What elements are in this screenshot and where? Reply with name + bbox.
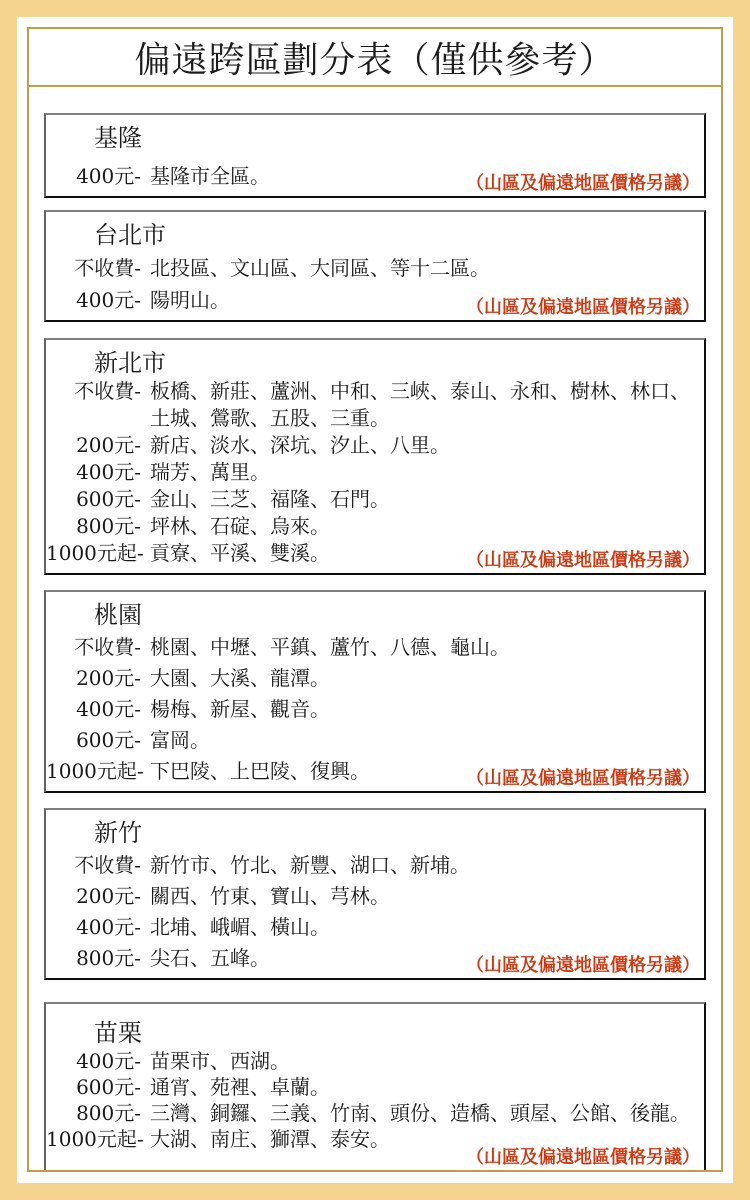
fee-row <box>46 459 704 486</box>
region-section <box>44 1002 706 1172</box>
fee-areas: 陽明山。 <box>150 288 230 312</box>
remote-price-note: （山區及偏遠地區價格另議） <box>466 297 700 318</box>
fee-label: 1000元起- <box>46 759 144 783</box>
fee-areas: 金山、三芝、福隆、石門。 <box>150 487 390 511</box>
fee-label: 800元- <box>76 1101 141 1125</box>
remote-price-note: （山區及偏遠地區價格另議） <box>466 1147 700 1168</box>
region-section <box>44 338 706 575</box>
fee-areas: 下巴陵、上巴陵、復興。 <box>150 759 370 783</box>
region-section <box>44 113 706 198</box>
fee-label: 600元- <box>76 728 141 752</box>
fee-areas: 坪林、石碇、烏來。 <box>150 514 330 538</box>
fee-areas: 通宵、苑裡、卓蘭。 <box>150 1075 330 1099</box>
fee-label: 400元- <box>76 1049 141 1073</box>
region-name: 新北市 <box>94 349 166 377</box>
fee-label: 600元- <box>76 487 141 511</box>
fee-row <box>46 634 704 661</box>
fee-label: 200元- <box>76 884 141 908</box>
fee-label: 200元- <box>76 433 141 457</box>
fee-row <box>46 255 704 282</box>
page-title: 偏遠跨區劃分表（僅供參考） <box>134 38 616 80</box>
region-section <box>44 590 706 793</box>
fee-areas: 尖石、五峰。 <box>150 946 270 970</box>
region-sections <box>29 87 721 1172</box>
fee-label: 400元- <box>76 460 141 484</box>
fee-label: 不收費- <box>74 635 141 659</box>
region-name: 桃園 <box>94 601 142 629</box>
fee-row <box>46 486 704 513</box>
fee-areas: 基隆市全區。 <box>150 164 270 188</box>
fee-label: 600元- <box>76 1075 141 1099</box>
fee-label: 不收費- <box>74 853 141 877</box>
gold-frame <box>27 27 723 1172</box>
fee-row <box>46 883 704 910</box>
remote-price-note: （山區及偏遠地區價格另議） <box>466 955 700 976</box>
fee-areas: 苗栗市、西湖。 <box>150 1049 290 1073</box>
fee-areas: 大湖、南庄、獅潭、泰安。 <box>150 1127 390 1151</box>
fee-row <box>46 727 704 754</box>
fee-label: 800元- <box>76 946 141 970</box>
fee-areas: 關西、竹東、寶山、芎林。 <box>150 884 390 908</box>
fee-areas: 北投區、文山區、大同區、等十二區。 <box>150 256 490 280</box>
fee-areas: 楊梅、新屋、觀音。 <box>150 697 330 721</box>
fee-label: 800元- <box>76 514 141 538</box>
fee-areas: 大園、大溪、龍潭。 <box>150 666 330 690</box>
fee-row <box>46 852 704 879</box>
fee-areas: 富岡。 <box>150 728 210 752</box>
fee-row <box>46 1100 704 1126</box>
fee-row <box>46 1048 704 1074</box>
region-name: 苗栗 <box>94 1019 142 1047</box>
fee-label: 400元- <box>76 697 141 721</box>
fee-row <box>46 1074 704 1100</box>
title-bar <box>29 29 721 87</box>
fee-row <box>46 914 704 941</box>
fee-areas: 新竹市、竹北、新豐、湖口、新埔。 <box>150 853 470 877</box>
fee-label: 1000元起- <box>46 1127 144 1151</box>
fee-label: 400元- <box>76 164 141 188</box>
remote-price-note: （山區及偏遠地區價格另議） <box>466 550 700 571</box>
fee-label: 1000元起- <box>46 541 144 565</box>
fee-areas: 桃園、中壢、平鎮、蘆竹、八德、龜山。 <box>150 635 510 659</box>
fee-row <box>46 378 704 432</box>
fee-areas: 貢寮、平溪、雙溪。 <box>150 541 330 565</box>
fee-areas: 北埔、峨嵋、橫山。 <box>150 915 330 939</box>
document-page <box>17 17 733 1183</box>
fee-row <box>46 696 704 723</box>
region-name: 基隆 <box>94 124 142 152</box>
fee-areas: 新店、淡水、深坑、汐止、八里。 <box>150 433 450 457</box>
fee-label: 不收費- <box>74 256 141 280</box>
region-section <box>44 808 706 980</box>
region-name: 台北市 <box>94 221 166 249</box>
fee-label: 不收費- <box>74 379 141 403</box>
fee-areas: 三灣、銅鑼、三義、竹南、頭份、造橋、頭屋、公館、後龍。 <box>150 1101 690 1125</box>
remote-price-note: （山區及偏遠地區價格另議） <box>466 173 700 194</box>
fee-areas: 瑞芳、萬里。 <box>150 460 270 484</box>
fee-row <box>46 665 704 692</box>
region-name: 新竹 <box>94 819 142 847</box>
fee-label: 200元- <box>76 666 141 690</box>
remote-price-note: （山區及偏遠地區價格另議） <box>466 768 700 789</box>
region-section <box>44 210 706 322</box>
fee-label: 400元- <box>76 915 141 939</box>
fee-row <box>46 513 704 540</box>
fee-row <box>46 432 704 459</box>
fee-areas: 板橋、新莊、蘆洲、中和、三峽、泰山、永和、樹林、林口、土城、鶯歌、五股、三重。 <box>150 379 690 430</box>
fee-label: 400元- <box>76 288 141 312</box>
